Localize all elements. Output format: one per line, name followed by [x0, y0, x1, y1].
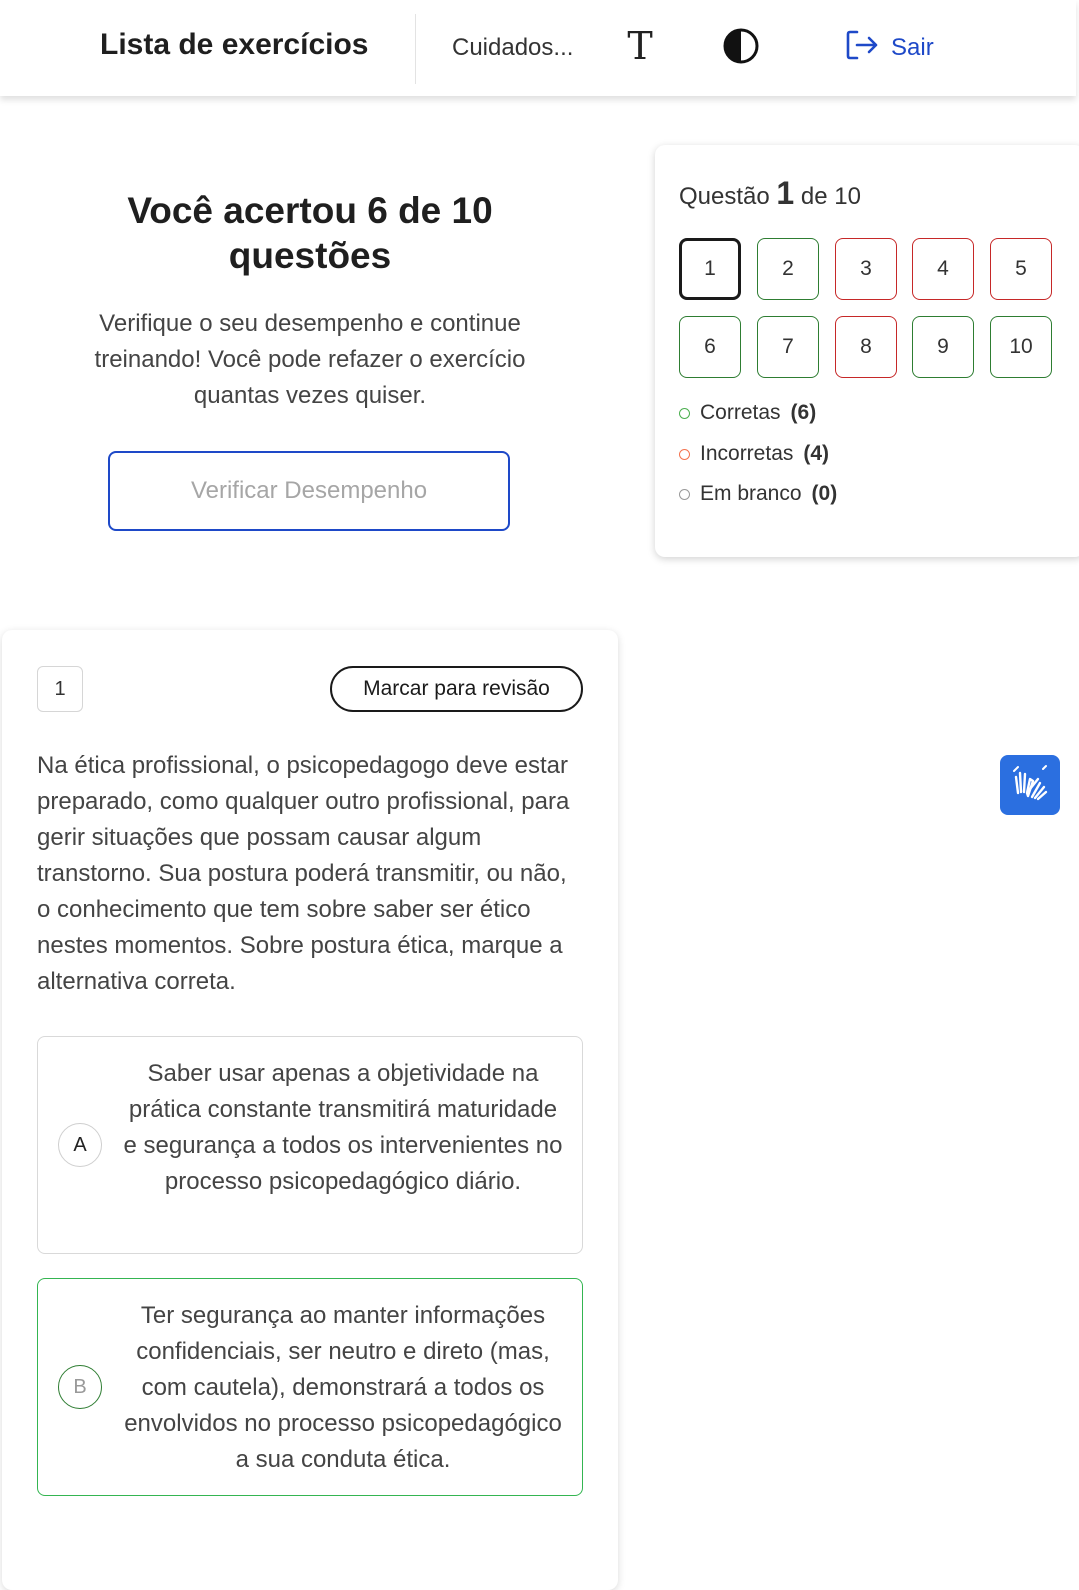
question-navigator [655, 145, 1079, 557]
top-bar [0, 0, 1076, 96]
header-divider [415, 14, 416, 84]
question-button-8[interactable]: 8 [835, 316, 897, 378]
legend-blank [679, 482, 837, 506]
font-size-icon[interactable]: T [627, 24, 653, 68]
question-button-6[interactable]: 6 [679, 316, 741, 378]
result-title: Você acertou 6 de 10 questões [127, 190, 493, 276]
navigator-label-suffix: de 10 [800, 183, 861, 210]
incorrect-dot-icon [679, 449, 690, 460]
option-text: Ter segurança ao manter informações confidenciais, ser neutro e direto (mas, com cautela), demonstrará a todos os envolvidos no processo psicopedagógico a sua conduta ética. [124, 1302, 562, 1473]
question-button-1[interactable]: 1 [679, 238, 741, 300]
question-button-2[interactable]: 2 [757, 238, 819, 300]
question-card [2, 630, 618, 1590]
legend-incorrect-label: Incorretas [700, 442, 794, 465]
logout-button[interactable] [845, 28, 934, 68]
navigator-heading [679, 175, 861, 212]
question-button-9[interactable]: 9 [912, 316, 974, 378]
legend-incorrect [679, 442, 829, 466]
question-button-3[interactable]: 3 [835, 238, 897, 300]
option-letter: A [58, 1123, 102, 1167]
question-button-7[interactable]: 7 [757, 316, 819, 378]
legend-correct-label: Corretas [700, 401, 781, 424]
legend-correct [679, 401, 816, 425]
question-button-10[interactable]: 10 [990, 316, 1052, 378]
option-letter: B [58, 1365, 102, 1409]
option-text: Saber usar apenas a objetividade na prática constante transmitirá maturidade e segurança a todos os intervenientes no processo psicopedagógico diário. [123, 1060, 563, 1195]
legend-blank-label: Em branco [700, 482, 802, 505]
question-button-4[interactable]: 4 [912, 238, 974, 300]
mark-for-review-button[interactable]: Marcar para revisão [330, 666, 583, 712]
navigator-current: 1 [776, 175, 795, 211]
verify-performance-button[interactable]: Verificar Desempenho [108, 451, 510, 531]
logout-label: Sair [891, 34, 934, 61]
topic-title[interactable]: Cuidados... [452, 34, 574, 61]
logout-icon [845, 29, 879, 68]
sign-language-button[interactable] [1000, 755, 1060, 815]
question-number: 1 [37, 666, 83, 712]
legend-incorrect-count: (4) [803, 442, 830, 465]
option-a[interactable] [37, 1036, 583, 1254]
question-text: Na ética profissional, o psicopedagogo deve estar preparado, como qualquer outro profissional, para gerir situações que possam causar algum transtorno. Sua postura poderá transmitir, ou não, o conhecimento que tem sobre saber ser ético nestes momentos. Sobre postura ética, marque a alternativa correta. [37, 752, 570, 995]
contrast-icon[interactable] [722, 27, 760, 65]
option-b[interactable] [37, 1278, 583, 1496]
question-button-5[interactable]: 5 [990, 238, 1052, 300]
blank-dot-icon [679, 489, 690, 500]
navigator-label-prefix: Questão [679, 183, 770, 210]
sign-language-icon [1010, 763, 1050, 808]
legend-blank-count: (0) [811, 482, 838, 505]
page-title: Lista de exercícios [100, 28, 369, 61]
result-subtitle: Verifique o seu desempenho e continue treinando! Você pode refazer o exercício quantas vezes quiser. [94, 310, 526, 409]
legend-correct-count: (6) [790, 401, 817, 424]
correct-dot-icon [679, 408, 690, 419]
